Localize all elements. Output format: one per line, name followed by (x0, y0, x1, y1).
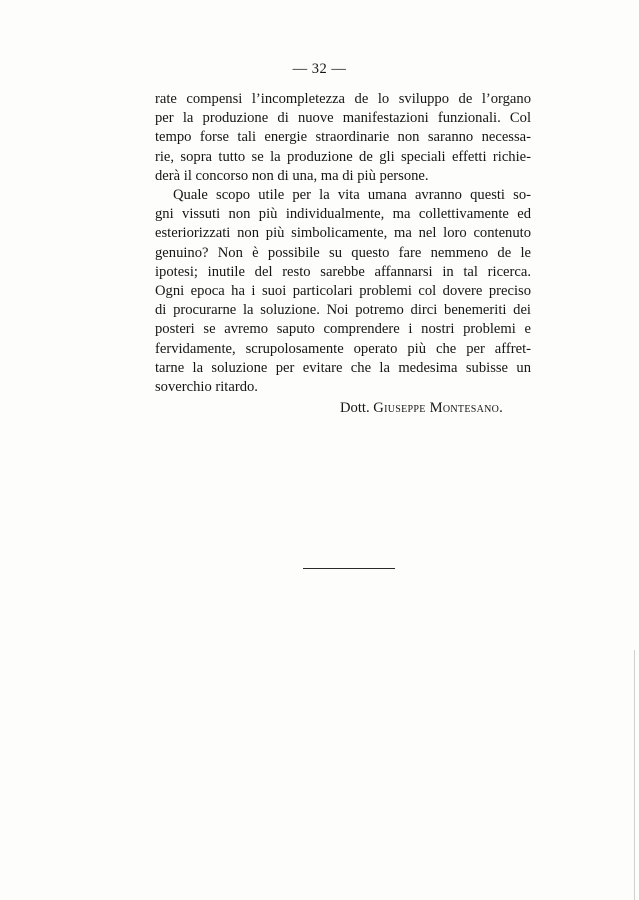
text-line: rate compensi l’incompletezza de lo sviluppo de l’organo (155, 91, 531, 107)
text-line: tarne la soluzione per evitare che la medesima subisse un (155, 359, 531, 376)
text-line: gni vissuti non più individualmente, ma collettivamente ed (155, 206, 531, 223)
text-line: ipotesi; inutile del resto sarebbe affannarsi in tal ricerca. (155, 263, 531, 280)
signature-title: Dott. (340, 400, 370, 416)
page-number: — 32 — (292, 61, 347, 77)
horizontal-rule (303, 568, 395, 569)
text-line: esteriorizzati non più simbolicamente, ma nel loro contenuto (155, 225, 531, 242)
signature (340, 400, 540, 417)
text-line: per la produzione di nuove manifestazioni funzionali. Col (155, 110, 531, 127)
text-line: derà il concorso non di una, ma di più persone. (155, 167, 429, 184)
text-line: genuino? Non è possibile su questo fare nemmeno de le (155, 244, 531, 261)
signature-name: Giuseppe Montesano. (373, 400, 504, 416)
text-line: fervidamente, scrupolosamente operato più che per affret- (155, 340, 531, 357)
text-line: posteri se avremo saputo comprendere i nostri problemi e (155, 321, 531, 338)
page-edge-line (634, 650, 635, 900)
text-line: tempo forse tali energie straordinarie non saranno necessa- (155, 129, 531, 146)
text-line: di procurarne la soluzione. Noi potremo dirci benemeriti dei (155, 302, 531, 319)
text-line: soverchio ritardo. (155, 379, 258, 396)
text-line: Quale scopo utile per la vita umana avranno questi so- (173, 187, 531, 204)
text-line: rie, sopra tutto se la produzione de gli speciali effetti richie- (155, 148, 531, 165)
body-text (155, 90, 531, 397)
text-line: Ogni epoca ha i suoi particolari problemi col dovere preciso (155, 283, 531, 300)
